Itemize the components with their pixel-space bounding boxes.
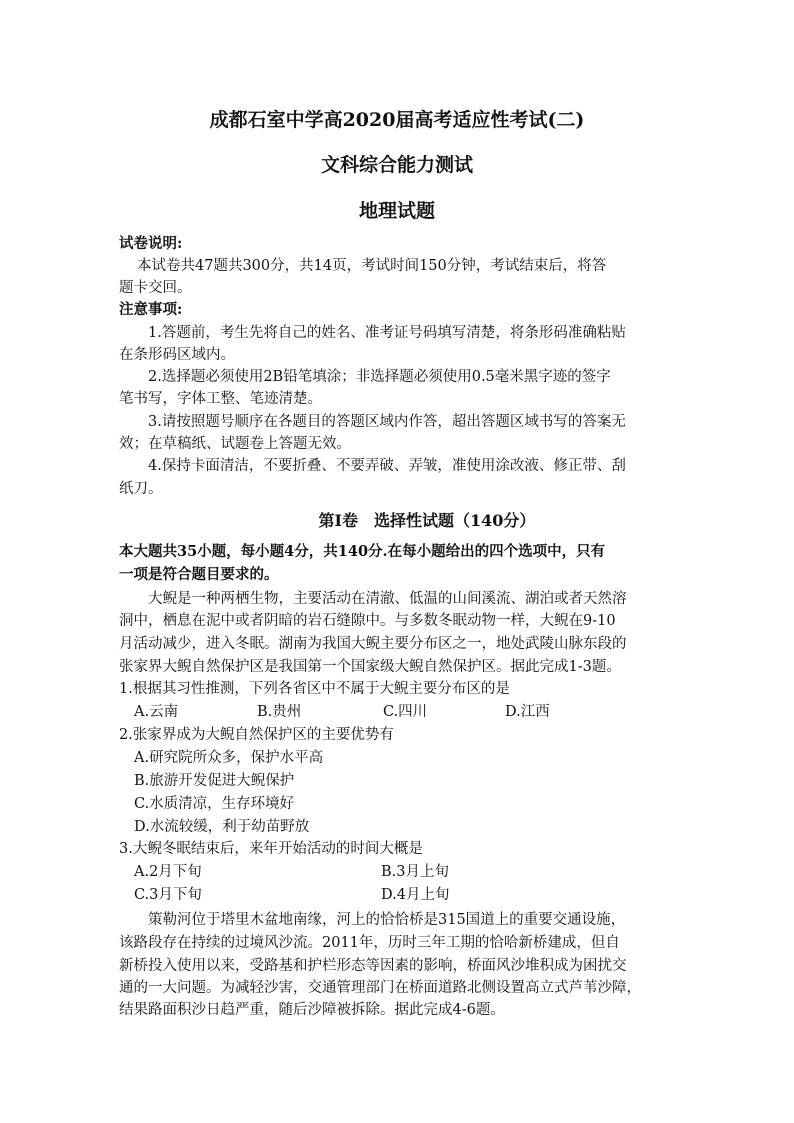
passage-line: 月活动减少，进入冬眠。湖南为我国大鲵主要分布区之一，地处武陵山脉东段的 xyxy=(119,636,627,652)
instructions-heading: 试卷说明: xyxy=(119,235,183,252)
passage-line: 新桥投入使用以来，受路基和护栏形态等因素的影响，桥面风沙堆积成为困扰交 xyxy=(119,958,627,974)
passage-line: 洞中，栖息在泥中或者阴暗的岩石缝隙中。与多数冬眠动物一样，大鲵在9-10 xyxy=(119,613,616,629)
q1-option-d: D.江西 xyxy=(505,704,550,720)
passage-line: 结果路面积沙日趋严重，随后沙障被拆除。据此完成4-6题。 xyxy=(119,1002,505,1018)
passage-line: 大鲵是一种两栖生物，主要活动在清澈、低温的山间溪流、湖泊或者天然溶 xyxy=(148,591,627,607)
passage-line: 该路段存在持续的过境风沙流。2011年，历时三年工期的恰哈新桥建成，但自 xyxy=(119,935,620,951)
exam-subtitle: 文科综合能力测试 xyxy=(320,154,473,176)
q1-option-c: C.四川 xyxy=(383,704,428,720)
section-title: 第Ⅰ卷 选择性试题（140分） xyxy=(318,511,536,530)
instructions-line: 本试卷共47题共300分，共14页，考试时间150分钟，考试结束后，将答 xyxy=(137,258,607,274)
q2-option-a: A.研究院所众多，保护水平高 xyxy=(134,750,324,766)
passage-line: 张家界大鲵自然保护区是我国第一个国家级大鲵自然保护区。据此完成1-3题。 xyxy=(119,659,621,675)
section-intro: 本大题共35小题，每小题4分，共140分.在每小题给出的四个选项中，只有 xyxy=(119,543,606,560)
notes-line: 3.请按照题号顺序在各题目的答题区域内作答，超出答题区域书写的答案无 xyxy=(148,414,626,430)
q1-option-a: A.云南 xyxy=(134,704,179,720)
notes-line: 笔书写，字体工整、笔迹清楚。 xyxy=(119,391,322,407)
q2-option-c: C.水质清凉，生存环境好 xyxy=(134,796,295,812)
passage-line: 策勒河位于塔里木盆地南缘，河上的恰恰桥是315国道上的重要交通设施， xyxy=(148,912,626,928)
q3-option-c: C.3月下旬 xyxy=(134,887,202,903)
notes-line: 纸刀。 xyxy=(119,481,163,497)
subject-title: 地理试题 xyxy=(358,200,435,222)
section-intro: 一项是符合题目要求的。 xyxy=(119,566,279,583)
q1-option-b: B.贵州 xyxy=(257,704,302,720)
notes-heading: 注意事项: xyxy=(119,301,183,318)
passage-line: 通的一大问题。为减轻沙害，交通管理部门在桥面道路北侧设置高立式芦苇沙障， xyxy=(119,980,641,996)
question-2-stem: 2.张家界成为大鲵自然保护区的主要优势有 xyxy=(119,727,394,743)
notes-line: 1.答题前，考生先将自己的姓名、准考证号码填写清楚，将条形码准确粘贴 xyxy=(148,325,626,341)
notes-line: 在条形码区域内。 xyxy=(119,347,235,363)
q2-option-d: D.水流较缓，利于幼苗野放 xyxy=(134,819,310,835)
notes-line: 2.选择题必须使用2B铅笔填涂；非选择题必须使用0.5毫米黑字迹的签字 xyxy=(148,369,611,385)
q3-option-b: B.3月上旬 xyxy=(381,864,449,880)
q3-option-d: D.4月上旬 xyxy=(381,887,450,903)
instructions-line: 题卡交回。 xyxy=(119,280,192,296)
notes-line: 效；在草稿纸、试题卷上答题无效。 xyxy=(119,436,351,452)
notes-line: 4.保持卡面清洁，不要折叠、不要弄破、弄皱，准使用涂改液、修正带、刮 xyxy=(148,458,626,474)
q2-option-b: B.旅游开发促进大鲵保护 xyxy=(134,773,295,789)
question-1-stem: 1.根据其习性推测，下列各省区中不属于大鲵主要分布区的是 xyxy=(119,681,510,697)
q3-option-a: A.2月下旬 xyxy=(134,864,202,880)
question-3-stem: 3.大鲵冬眠结束后，来年开始活动的时间大概是 xyxy=(119,841,423,857)
exam-title: 成都石室中学高2020届高考适应性考试(二) xyxy=(209,109,585,131)
